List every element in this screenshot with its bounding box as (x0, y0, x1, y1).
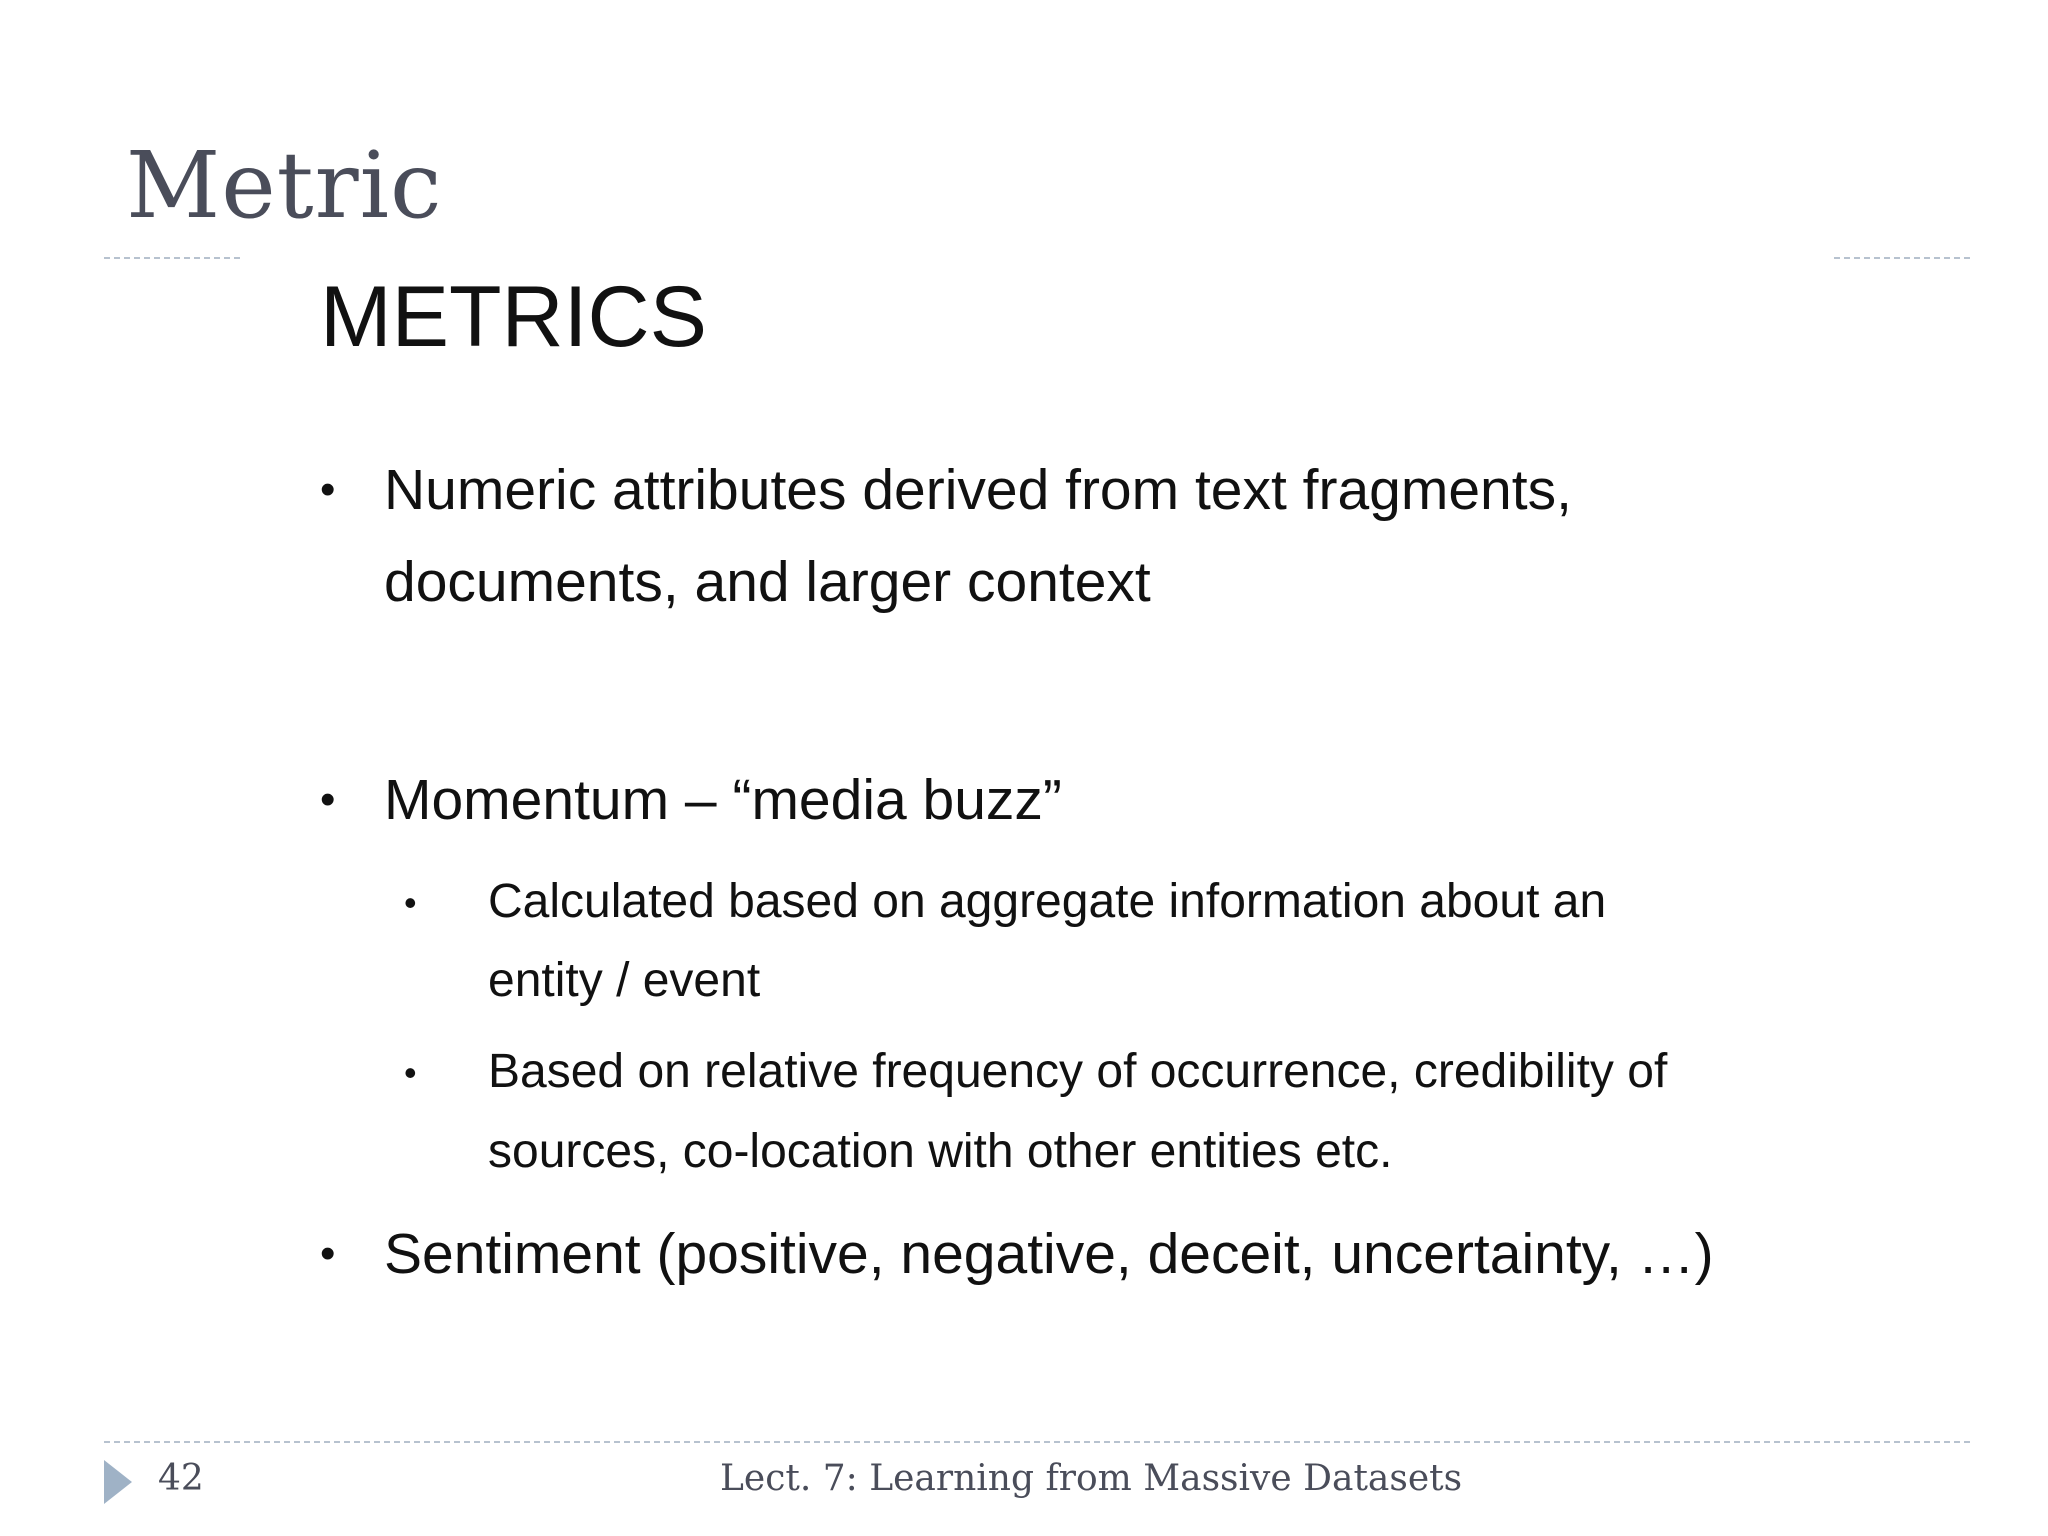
bullet-1-line-2: documents, and larger context (384, 550, 1151, 614)
bullet-2-line-1: Momentum – “media buzz” (384, 768, 1062, 832)
content-heading: METRICS (320, 269, 707, 365)
sub-bullet-dot: • (404, 882, 417, 923)
triangle-arrow-icon (104, 1460, 132, 1504)
bullet-dot: • (320, 465, 336, 514)
bullet-dot: • (320, 1229, 336, 1278)
bullet-3-line-1: Sentiment (positive, negative, deceit, uncertainty, …) (384, 1222, 1714, 1286)
bullet-dot: • (320, 775, 336, 824)
footer-lecture-title: Lect. 7: Learning from Massive Datasets (720, 1458, 1463, 1499)
page-number: 42 (158, 1458, 204, 1499)
sub-bullet-1-line-2: entity / event (488, 954, 761, 1007)
sub-bullet-2-line-1: Based on relative frequency of occurrence, credibility of (488, 1045, 1668, 1098)
bullet-1-line-1: Numeric attributes derived from text fragments, (384, 458, 1572, 522)
sub-bullet-1-line-1: Calculated based on aggregate information about an (488, 875, 1607, 928)
footer-rule (104, 1441, 1970, 1443)
slide-title: Metric (126, 132, 443, 239)
sub-bullet-dot: • (404, 1052, 417, 1093)
sub-bullet-2-line-2: sources, co-location with other entities etc. (488, 1125, 1393, 1178)
